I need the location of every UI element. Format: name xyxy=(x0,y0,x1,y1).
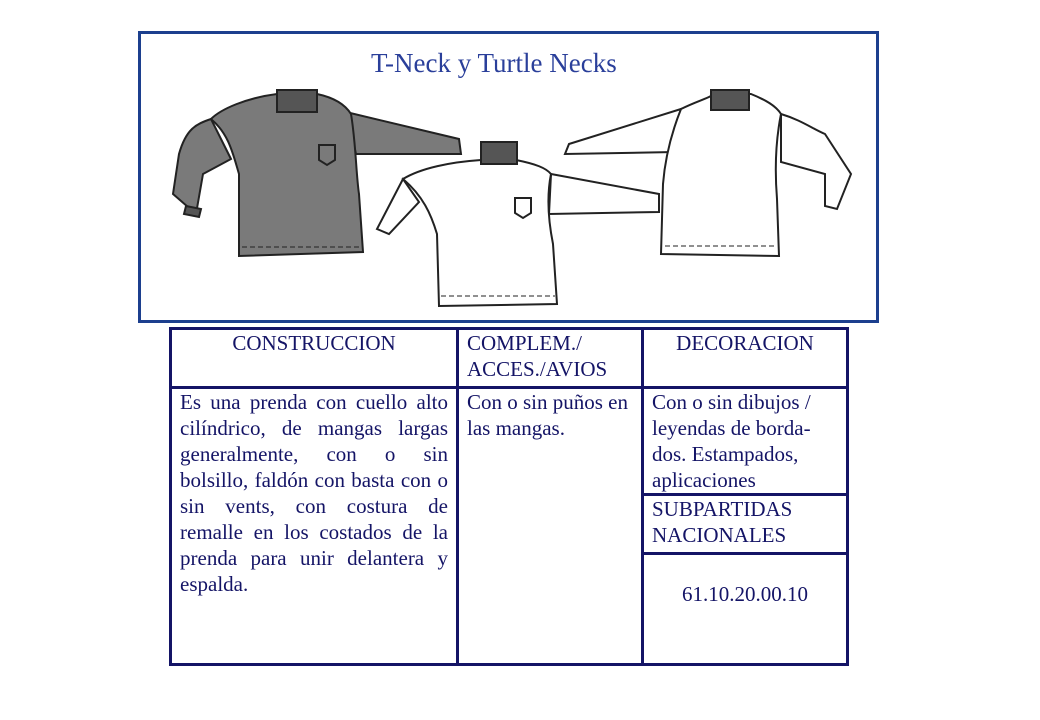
white-back-right-sleeve xyxy=(781,114,851,209)
gray-cuff-left xyxy=(184,206,201,217)
garment-illustrations xyxy=(141,34,876,320)
complementos-description: Con o sin puños en las mangas. xyxy=(458,388,643,665)
figure-title: T-Neck y Turtle Necks xyxy=(371,48,617,78)
specification-table xyxy=(169,327,849,666)
table-header-row xyxy=(171,329,848,388)
gray-right-sleeve xyxy=(346,112,461,154)
white-front-collar xyxy=(481,142,517,164)
white-front-pocket xyxy=(515,198,531,218)
white-back-collar xyxy=(711,90,749,110)
header-complementos xyxy=(458,329,643,388)
decoracion-description: Con o sin dibujos / leyendas de borda-dos. Estampados, aplicaciones xyxy=(643,388,848,495)
construccion-description: Es una prenda con cuello alto cilíndrico, de mangas largas generalmente, con o sin bolsillo, faldón con basta con o sin vents, con costura de remalle en los costados de la prenda para unir delantera y espalda. xyxy=(171,388,458,665)
subpartidas-label-line2: NACIONALES xyxy=(652,523,787,547)
header-construccion: CONSTRUCCION xyxy=(171,329,458,388)
white-front-right-sleeve xyxy=(549,174,659,214)
gray-pocket xyxy=(319,145,335,165)
white-turtle-neck-front xyxy=(377,142,659,306)
gray-collar xyxy=(277,90,317,112)
subpartidas-label-line1: SUBPARTIDAS xyxy=(652,497,793,521)
header-decoracion: DECORACION xyxy=(643,329,848,388)
header-complementos-line2: ACCES./AVIOS xyxy=(467,357,608,381)
white-back-left-sleeve xyxy=(565,109,681,154)
header-complementos-line1: COMPLEM./ xyxy=(467,331,582,355)
table-row-decoracion xyxy=(171,388,848,495)
gray-left-sleeve xyxy=(173,119,231,214)
gray-body xyxy=(211,94,363,256)
subpartida-code: 61.10.20.00.10 xyxy=(643,554,848,665)
white-turtle-neck-back xyxy=(565,90,851,256)
garment-figure-frame xyxy=(138,31,879,323)
white-back-body xyxy=(661,94,781,256)
white-front-body xyxy=(403,160,557,306)
subpartidas-label xyxy=(643,495,848,554)
